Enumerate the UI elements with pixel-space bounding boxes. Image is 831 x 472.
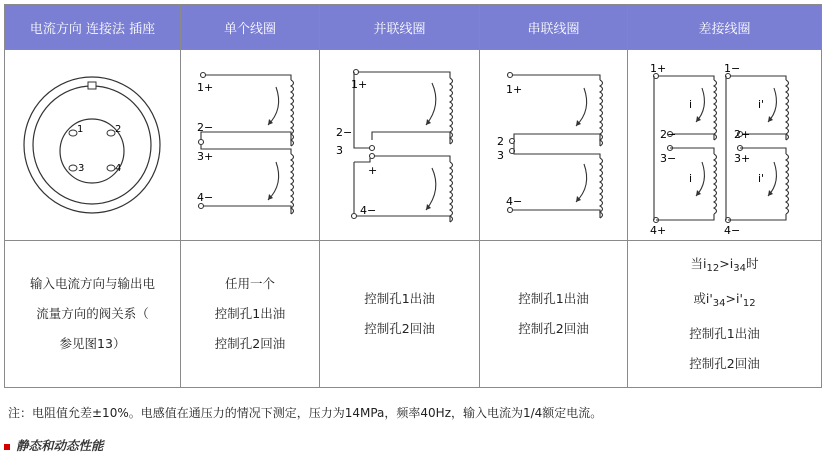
header-differential-coil: 差接线圈 — [628, 5, 822, 50]
socket-pin-2-label: 2 — [115, 124, 122, 135]
diff-current-iprime-upper-right: i' — [758, 98, 765, 111]
differential-coil-diagram — [628, 50, 821, 240]
parallel-4minus-label: 4− — [360, 204, 377, 217]
desc-series — [480, 241, 628, 388]
single-4minus-label: 4− — [197, 191, 214, 204]
socket-diagram — [5, 50, 180, 240]
desc-diff-line4: 控制孔2回油 — [689, 356, 760, 371]
parallel-coil-diagram — [320, 50, 479, 240]
diff-2minus-label: 2− — [660, 128, 677, 141]
differential-coil-cell — [628, 50, 822, 241]
parallel-3-label: 3 — [336, 144, 343, 157]
desc-series-line1: 控制孔1出油 — [518, 291, 589, 306]
diff-1minus-label: 1− — [724, 62, 741, 75]
diagram-row — [5, 50, 822, 241]
desc-differential — [628, 241, 822, 388]
desc-diff-line3: 控制孔1出油 — [689, 326, 760, 341]
parallel-1plus-label: 1+ — [351, 78, 368, 91]
header-direction-connection-socket: 电流方向 连接法 插座 — [5, 5, 181, 50]
desc-direction-line2: 流量方向的阀关系（ — [36, 306, 149, 321]
section-title: 静态和动态性能 — [16, 438, 104, 453]
description-row — [5, 241, 822, 388]
desc-single-line2: 控制孔1出油 — [214, 306, 286, 321]
series-coil-diagram — [480, 50, 627, 240]
single-3plus-label: 3+ — [197, 150, 214, 163]
section-heading — [4, 436, 104, 454]
diff-3plus-label: 3+ — [734, 152, 751, 165]
diff-4minus-label: 4− — [724, 224, 741, 237]
single-1plus-label: 1+ — [197, 81, 214, 94]
diff-current-i-lower-left: i — [689, 172, 693, 185]
single-2minus-label: 2− — [197, 121, 214, 134]
diff-3minus-label: 3− — [660, 152, 677, 165]
desc-parallel-line1: 控制孔1出油 — [364, 291, 435, 306]
parallel-plus-label: + — [368, 164, 378, 177]
diff-2plus-label: 2+ — [734, 128, 751, 141]
footnote: 注：电阻值允差±10%。电感值在通压力的情况下测定，压力为14MPa，频率40Hz，输入电流为1/4额定电流。 — [8, 406, 603, 420]
series-2-label: 2 — [497, 135, 504, 148]
header-series-coil: 串联线圈 — [480, 5, 628, 50]
single-coil-diagram — [181, 50, 319, 240]
single-coil-cell — [181, 50, 320, 241]
series-1plus-label: 1+ — [506, 83, 523, 96]
socket-pin-1-label: 1 — [77, 124, 84, 135]
series-4minus-label: 4− — [506, 195, 523, 208]
desc-direction-line1: 输入电流方向与输出电 — [29, 276, 155, 291]
desc-parallel — [320, 241, 480, 388]
socket-pin-3-label: 3 — [78, 163, 85, 174]
diff-current-iprime-lower-right: i' — [758, 172, 765, 185]
parallel-coil-cell — [320, 50, 480, 241]
header-parallel-coil: 并联线圈 — [320, 5, 480, 50]
series-coil-cell — [480, 50, 628, 241]
socket-pin-4-label: 4 — [115, 163, 122, 174]
desc-series-line2: 控制孔2回油 — [518, 321, 589, 336]
parallel-2minus-label: 2− — [336, 126, 353, 139]
header-single-coil: 单个线圈 — [181, 5, 320, 50]
diff-4plus-label: 4+ — [650, 224, 667, 237]
header-row — [5, 5, 822, 50]
desc-single-line1: 任用一个 — [224, 276, 275, 291]
socket-diagram-cell — [5, 50, 181, 241]
desc-direction — [5, 241, 181, 388]
diff-current-i-upper-left: i — [689, 98, 693, 111]
desc-single — [181, 241, 320, 388]
desc-diff-line1: 当$i_{12}>i_{34}$时 — [690, 256, 759, 274]
coil-connection-table — [4, 4, 822, 388]
desc-diff-line2: 或$i'_{34}>i'_{12}$ — [693, 291, 756, 309]
bullet-icon — [4, 444, 10, 450]
desc-parallel-line2: 控制孔2回油 — [364, 321, 435, 336]
desc-direction-line3: 参见图13） — [59, 336, 126, 351]
diff-1plus-label: 1+ — [650, 62, 667, 75]
desc-single-line3: 控制孔2回油 — [214, 336, 286, 351]
series-3-label: 3 — [497, 149, 504, 162]
